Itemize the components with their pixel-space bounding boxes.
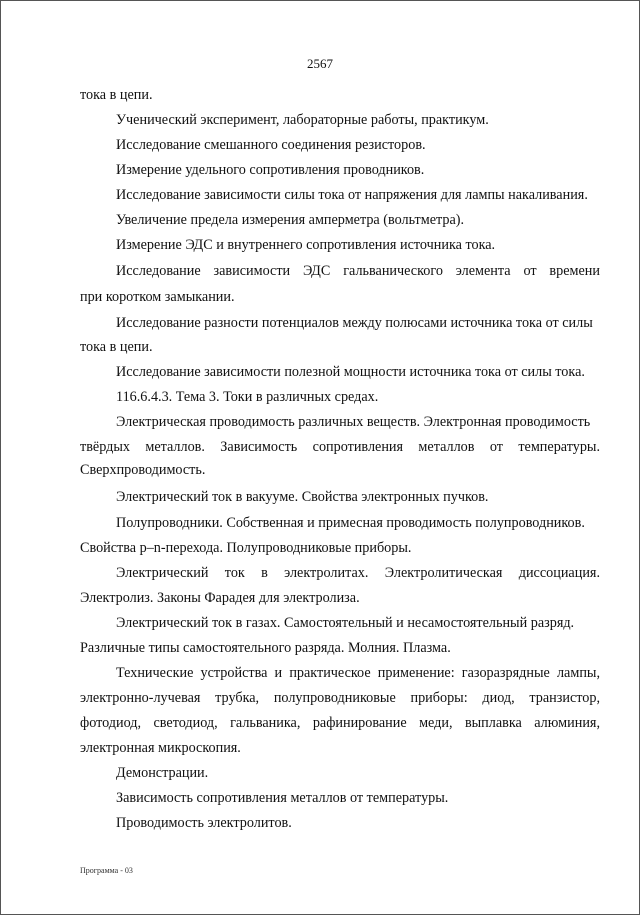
text-line: Сверхпроводимость. bbox=[80, 462, 206, 478]
text-line: 116.6.4.3. Тема 3. Токи в различных средах. bbox=[116, 389, 379, 405]
text-line: Полупроводники. Собственная и примесная проводимость полупроводников. bbox=[116, 515, 585, 531]
text-line: Различные типы самостоятельного разряда. Молния. Плазма. bbox=[80, 640, 451, 656]
text-line: твёрдых металлов. Зависимость сопротивления металлов от температуры. bbox=[80, 439, 600, 455]
text-line: Электролиз. Законы Фарадея для электролиза. bbox=[80, 590, 360, 606]
text-line: фотодиод, светодиод, гальваника, рафинирование меди, выплавка алюминия, bbox=[80, 715, 600, 731]
text-line: Исследование разности потенциалов между полюсами источника тока от силы bbox=[116, 315, 593, 331]
text-line: Увеличение предела измерения амперметра (вольтметра). bbox=[116, 212, 465, 228]
text-line: Демонстрации. bbox=[116, 765, 209, 781]
text-line: Свойства p–n-перехода. Полупроводниковые приборы. bbox=[80, 540, 412, 556]
text-line: при коротком замыкании. bbox=[80, 289, 235, 305]
text-line: Исследование зависимости ЭДС гальванического элемента от времени bbox=[116, 263, 600, 279]
text-line: тока в цепи. bbox=[80, 339, 153, 355]
text-line: Исследование зависимости силы тока от напряжения для лампы накаливания. bbox=[116, 187, 588, 203]
text-line: Исследование зависимости полезной мощности источника тока от силы тока. bbox=[116, 364, 585, 380]
text-line: Электрический ток в газах. Самостоятельный и несамостоятельный разряд. bbox=[116, 615, 575, 631]
text-line: Измерение ЭДС и внутреннего сопротивления источника тока. bbox=[116, 237, 496, 253]
text-line: электронно-лучевая трубка, полупроводниковые приборы: диод, транзистор, bbox=[80, 690, 600, 706]
text-line: Измерение удельного сопротивления проводников. bbox=[116, 162, 425, 178]
text-line: Электрическая проводимость различных веществ. Электронная проводимость bbox=[116, 414, 591, 430]
text-line: тока в цепи. bbox=[80, 87, 153, 103]
text-line: Электрический ток в вакууме. Свойства электронных пучков. bbox=[116, 489, 489, 505]
text-line: Технические устройства и практическое применение: газоразрядные лампы, bbox=[116, 665, 600, 681]
text-line: Электрический ток в электролитах. Электролитическая диссоциация. bbox=[116, 565, 600, 581]
text-line: электронная микроскопия. bbox=[80, 740, 241, 756]
text-line: Исследование смешанного соединения резисторов. bbox=[116, 137, 426, 153]
page-number: 2567 bbox=[307, 56, 333, 71]
page-footer: Программа - 03 bbox=[80, 866, 133, 875]
text-line: Проводимость электролитов. bbox=[116, 815, 292, 831]
text-line: Зависимость сопротивления металлов от температуры. bbox=[116, 790, 449, 806]
text-line: Ученический эксперимент, лабораторные работы, практикум. bbox=[116, 112, 489, 128]
